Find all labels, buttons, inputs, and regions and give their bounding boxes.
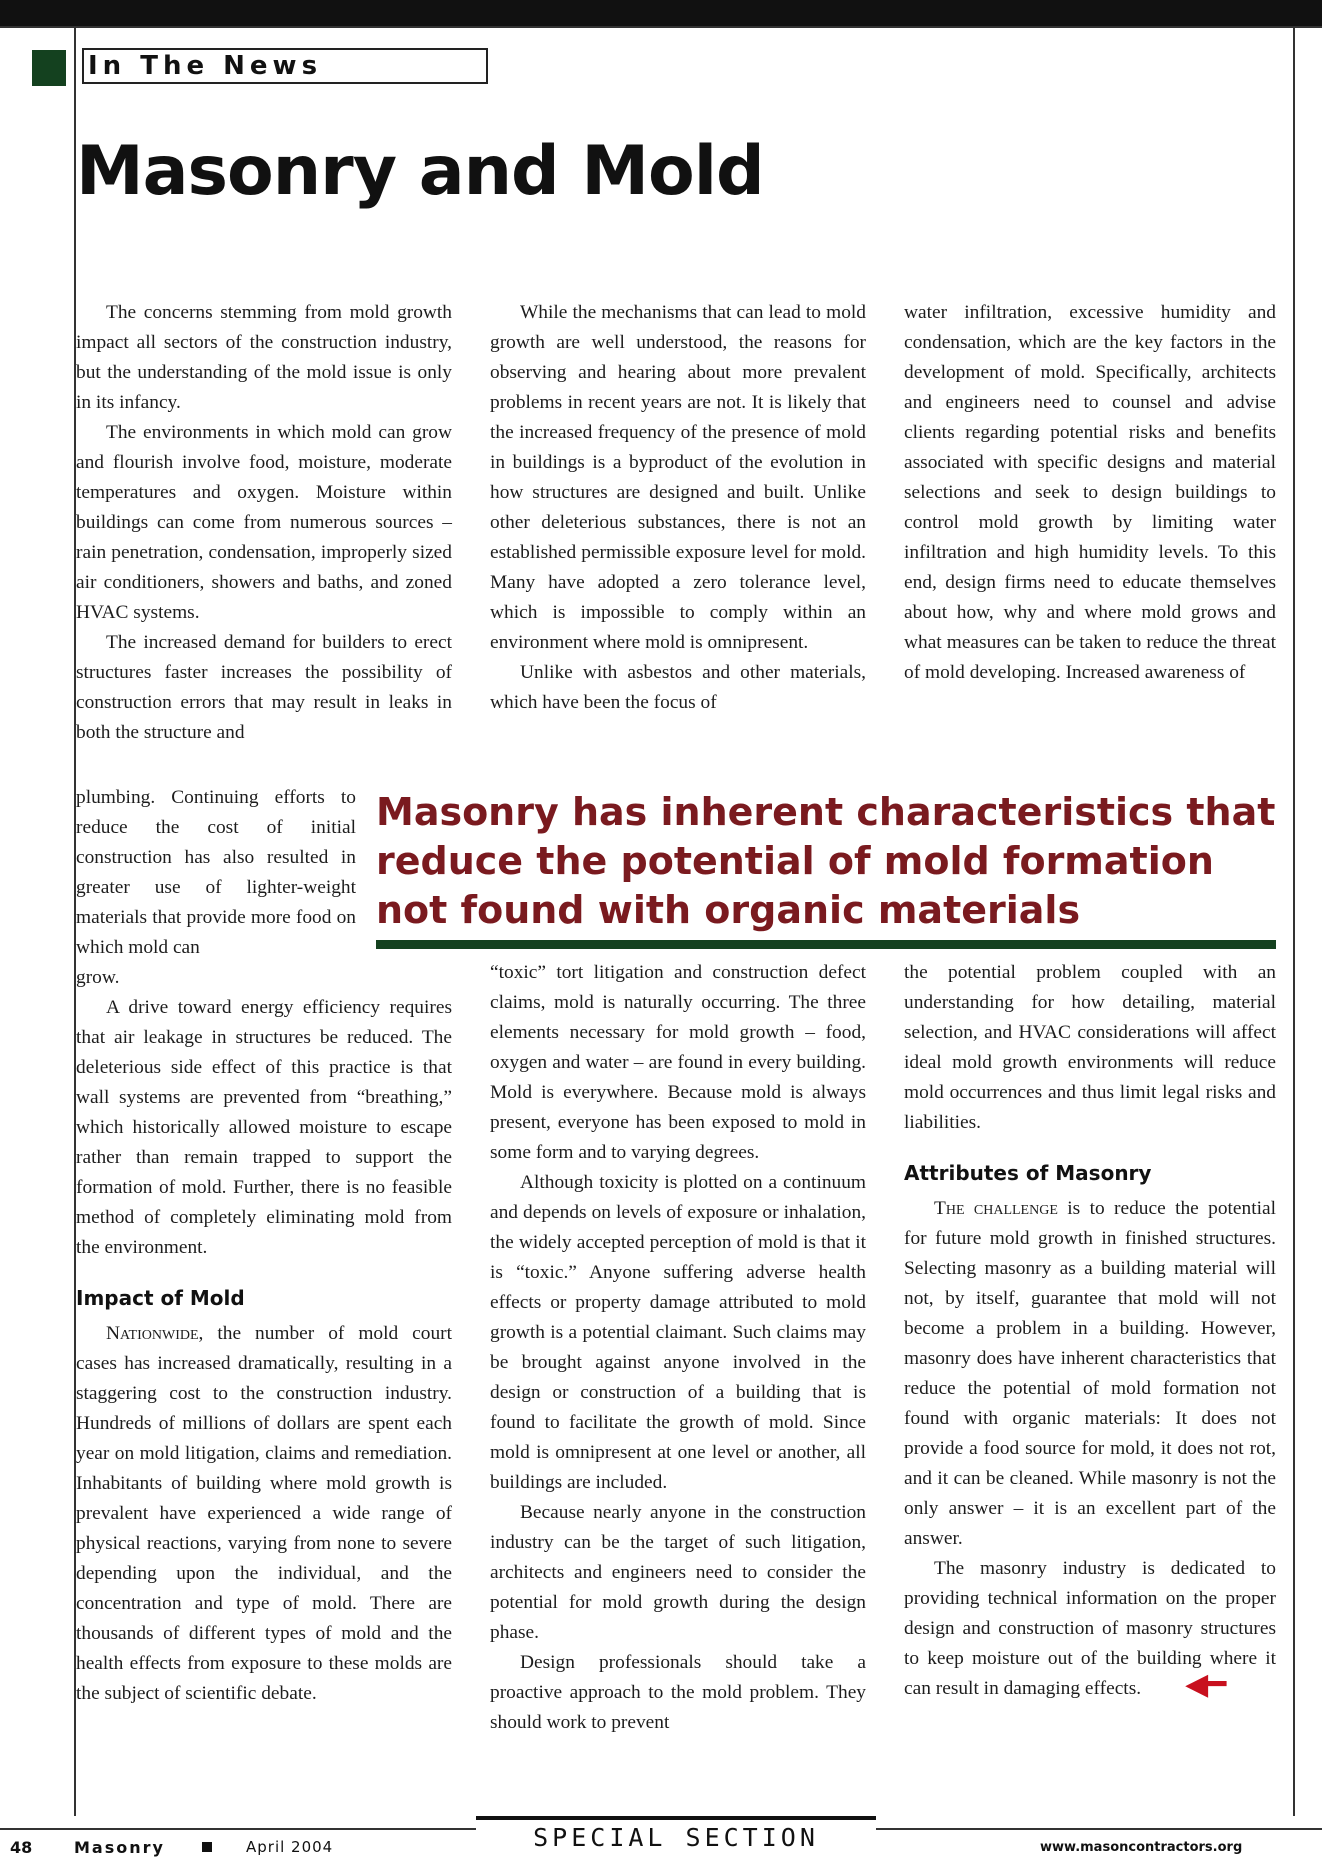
pull-quote: Masonry has inherent characteristics that reduce the potential of mold formation not found with organic materials	[376, 790, 1276, 932]
paragraph: water infiltration, excessive humidity and condensation, which are the key factors in the development of mold. Specifically, architects and engineers need to counsel and advise clients regarding potential risks and benefits associated with specific designs and material selections and seek to design buildings to control mold growth by limiting water infiltration and high humidity levels. To this end, design firms need to educate themselves about how, why and where mold grows and what measures can be taken to reduce the threat of mold developing. Increased awareness of	[904, 302, 1276, 683]
paragraph: The increased demand for builders to erect structures faster increases the possibility of construction errors that may result in leaks in both the structure and	[76, 632, 452, 743]
paragraph: The concerns stemming from mold growth impact all sectors of the construction industry, but the understanding of the mold issue is only in its infancy.	[76, 302, 452, 413]
magazine-name: Masonry	[74, 1838, 165, 1857]
paragraph: The environments in which mold can grow and flourish involve food, moisture, moderate temperatures and oxygen. Moisture within buildings can come from numerous sources – rain penetration, condensation, improperly sized air conditioners, showers and baths, and zoned HVAC systems.	[76, 422, 452, 623]
website-url: www.masoncontractors.org	[1040, 1840, 1243, 1855]
paragraph: Unlike with asbestos and other materials, which have been the focus of	[490, 662, 866, 713]
frame-top-rule	[0, 26, 1322, 28]
section-marker-block	[32, 50, 66, 86]
footer-square-icon	[202, 1842, 212, 1852]
paragraph-text: The masonry industry is dedicated to providing technical information on the proper design and construction of masonry structures to keep moisture out of the building where it can result in damaging effects.	[904, 1558, 1276, 1699]
column-1-top	[76, 298, 452, 748]
column-2-top	[490, 298, 866, 718]
column-3-top	[904, 298, 1276, 688]
paragraph: While the mechanisms that can lead to mold growth are well understood, the reasons for observing and hearing about more prevalent problems in recent years are not. It is likely that the increased frequency of the presence of mold in buildings is a byproduct of the evolution in how structures are designed and built. Unlike other deleterious substances, there is not an established permissible exposure level for mold. Many have adopted a zero tolerance level, which is impossible to comply within an environment where mold is omnipresent.	[490, 302, 866, 653]
paragraph: Design professionals should take a proactive approach to the mold problem. They should work to prevent	[490, 1652, 866, 1733]
footer-rule-left	[0, 1828, 476, 1830]
paragraph: the potential problem coupled with an understanding for how detailing, material selection, and HVAC considerations will affect ideal mold growth environments will reduce mold occurrences and thus limit legal risks and liabilities.	[904, 962, 1276, 1133]
section-heading: Attributes of Masonry	[904, 1161, 1152, 1185]
section-heading: Impact of Mold	[76, 1286, 245, 1310]
paragraph: plumbing. Continuing efforts to reduce the cost of initial construction has also resulted in greater use of lighter-weight materials that provide more food on which mold can	[76, 787, 356, 958]
paragraph: grow.	[76, 967, 120, 988]
paragraph: “toxic” tort litigation and construction defect claims, mold is naturally occurring. The three elements necessary for mold growth – food, oxygen and water – are found in every building. Mold is everywhere. Because mold is always present, everyone has been exposed to mold in some form and to varying degrees.	[490, 962, 866, 1163]
top-black-bar	[0, 0, 1322, 26]
column-1-narrow	[76, 783, 356, 963]
paragraph-text: the number of mold court cases has increased dramatically, resulting in a staggering cost to the construction industry. Hundreds of millions of dollars are spent each year on mold litigation, claims and remediation. Inhabitants of building where mold growth is prevalent have experienced a wide range of physical reactions, varying from none to severe depending upon the individual, and the concentration and type of mold. There are thousands of different types of mold and the health effects from exposure to these molds are the subject of scientific debate.	[76, 1323, 452, 1704]
lead-in: The challenge	[934, 1198, 1058, 1219]
column-1-bottom	[76, 963, 452, 1709]
paragraph	[76, 1319, 452, 1709]
special-section-label: SPECIAL SECTION	[476, 1816, 876, 1860]
paragraph	[904, 1554, 1276, 1704]
paragraph: A drive toward energy efficiency requires that air leakage in structures be reduced. The deleterious side effect of this practice is that wall systems are prevented from “breathing,” which historically allowed moisture to escape rather than remain trapped to support the formation of mold. Further, there is no feasible method of completely eliminating mold from the environment.	[76, 997, 452, 1258]
paragraph: Because nearly anyone in the construction industry can be the target of such litigation, architects and engineers need to consider the potential for mold growth during the design phase.	[490, 1502, 866, 1643]
paragraph: Although toxicity is plotted on a continuum and depends on levels of exposure or inhalation, the widely accepted perception of mold is that it is “toxic.” Anyone suffering adverse health effects or property damage attributed to mold growth is a potential claimant. Such claims may be brought against anyone involved in the design or construction of a building that is found to facilitate the growth of mold. Since mold is omnipresent at one level or another, all buildings are included.	[490, 1172, 866, 1493]
end-mark-arrow-icon: ◀━	[1185, 1667, 1227, 1702]
column-2-bottom	[490, 958, 866, 1738]
paragraph	[904, 1194, 1276, 1554]
footer-rule-right	[876, 1828, 1322, 1830]
lead-in: Nationwide,	[106, 1323, 204, 1344]
paragraph-text: is to reduce the potential for future mold growth in finished structures. Selecting masonry as a building material will not, by itself, guarantee that mold will not become a problem in a building. However, masonry does have inherent characteristics that reduce the potential of mold formation not found with organic materials: It does not provide a food source for mold, it does not rot, and it can be cleaned. While masonry is not the only answer – it is an excellent part of the answer.	[904, 1198, 1276, 1549]
issue-date: April 2004	[246, 1838, 334, 1856]
pull-quote-rule	[376, 940, 1276, 949]
article-title: Masonry and Mold	[76, 132, 764, 211]
frame-right-rule	[1293, 26, 1295, 1816]
page-number: 48	[10, 1838, 33, 1857]
section-label: In The News	[82, 48, 488, 84]
column-3-bottom	[904, 958, 1276, 1704]
